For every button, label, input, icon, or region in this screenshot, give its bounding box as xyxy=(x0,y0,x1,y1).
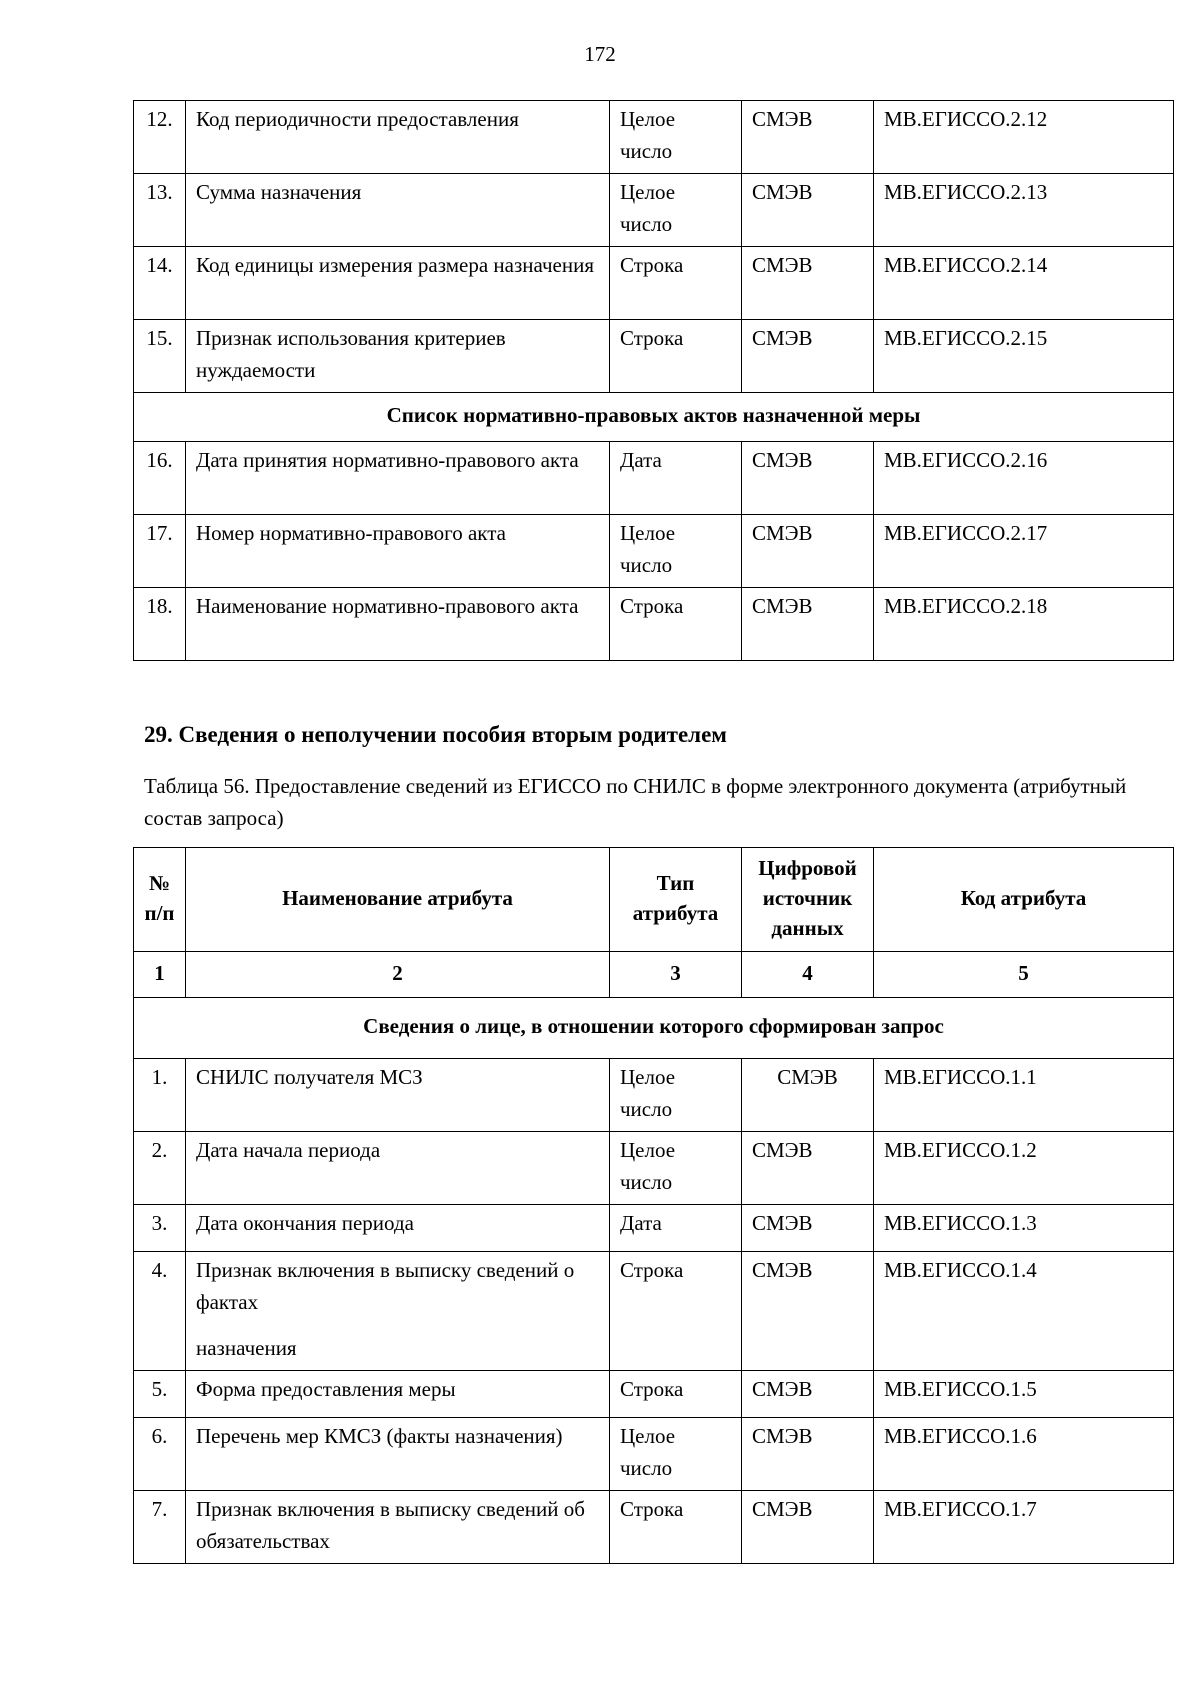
attribute-code-text: МВ.ЕГИССО.2.12 xyxy=(884,107,1048,131)
header-source: Цифровой источник данных xyxy=(742,848,874,952)
attribute-code xyxy=(874,174,1174,247)
row-number-text: 12. xyxy=(146,107,173,131)
column-number: 2 xyxy=(186,952,610,998)
attribute-name xyxy=(186,515,610,588)
data-source-text: СМЭВ xyxy=(752,521,813,545)
row-number-text: 14. xyxy=(146,253,173,277)
attribute-name xyxy=(186,1059,610,1132)
attribute-type-text: Строка xyxy=(620,326,684,350)
data-source xyxy=(742,1491,874,1564)
attribute-code-text: МВ.ЕГИССО.2.18 xyxy=(884,594,1048,618)
attribute-name-text: Наименование нормативно-правового акта xyxy=(196,594,579,618)
attribute-type xyxy=(610,101,742,174)
data-source-text: СМЭВ xyxy=(752,253,813,277)
attribute-type-text: Целое число xyxy=(620,1065,676,1121)
attribute-type xyxy=(610,1205,742,1252)
attribute-name xyxy=(186,1132,610,1205)
attribute-type xyxy=(610,1059,742,1132)
row-number-text: 5. xyxy=(151,1377,168,1401)
attribute-name-text: СНИЛС получателя МСЗ xyxy=(196,1065,423,1089)
table-caption: Таблица 56. Предоставление сведений из ЕГИССО по СНИЛС в форме электронного документа (атрибутный состав запроса) xyxy=(144,774,1127,830)
row-number xyxy=(134,174,186,247)
attribute-type-text: Строка xyxy=(620,1377,684,1401)
table-row xyxy=(134,1491,1174,1564)
table-row xyxy=(134,320,1174,393)
row-number xyxy=(134,1205,186,1252)
attribute-code-text: МВ.ЕГИССО.1.3 xyxy=(884,1211,1037,1235)
attribute-code-text: МВ.ЕГИССО.2.17 xyxy=(884,521,1048,545)
section-heading: 29. Сведения о неполучении пособия вторым родителем xyxy=(144,722,727,747)
row-number xyxy=(134,515,186,588)
attribute-name-text: Дата принятия нормативно-правового акта xyxy=(196,448,579,472)
row-number-text: 7. xyxy=(151,1497,168,1521)
attribute-name xyxy=(186,442,610,515)
table-row xyxy=(134,101,1174,174)
data-source-text: СМЭВ xyxy=(752,1497,813,1521)
attribute-name xyxy=(186,101,610,174)
attribute-name xyxy=(186,320,610,393)
attribute-name-text: Признак включения в выписку сведений об обязательствах xyxy=(196,1497,585,1553)
row-number-text: 16. xyxy=(146,448,173,472)
attribute-type-text: Целое число xyxy=(620,107,676,163)
row-number xyxy=(134,320,186,393)
data-source xyxy=(742,247,874,320)
attribute-type xyxy=(610,515,742,588)
attribute-name-text: Дата начала периода xyxy=(196,1138,381,1162)
row-number xyxy=(134,588,186,661)
attribute-code-text: МВ.ЕГИССО.2.16 xyxy=(884,448,1048,472)
attribute-code-text: МВ.ЕГИССО.2.13 xyxy=(884,180,1048,204)
column-number: 5 xyxy=(874,952,1174,998)
data-source xyxy=(742,515,874,588)
data-source xyxy=(742,442,874,515)
attribute-type xyxy=(610,588,742,661)
row-number xyxy=(134,1371,186,1418)
data-source-text: СМЭВ xyxy=(752,180,813,204)
attribute-code xyxy=(874,1252,1174,1371)
data-source xyxy=(742,1132,874,1205)
attributes-table-continued xyxy=(133,100,1174,661)
row-number xyxy=(134,442,186,515)
row-number xyxy=(134,1491,186,1564)
data-source-text: СМЭВ xyxy=(752,1211,813,1235)
row-number xyxy=(134,1252,186,1371)
table-row xyxy=(134,174,1174,247)
attribute-code-text: МВ.ЕГИССО.2.14 xyxy=(884,253,1048,277)
attribute-code xyxy=(874,1205,1174,1252)
attribute-name-text: Перечень мер КМСЗ (факты назначения) xyxy=(196,1424,563,1448)
attribute-name-text: Форма предоставления меры xyxy=(196,1377,456,1401)
data-source xyxy=(742,1059,874,1132)
attribute-code-text: МВ.ЕГИССО.1.2 xyxy=(884,1138,1037,1162)
data-source-text: СМЭВ xyxy=(752,1258,813,1282)
data-source-text: СМЭВ xyxy=(752,448,813,472)
table-row xyxy=(134,515,1174,588)
row-number-text: 2. xyxy=(151,1138,168,1162)
attribute-type xyxy=(610,1371,742,1418)
data-source-text: СМЭВ xyxy=(752,107,813,131)
attribute-type-text: Строка xyxy=(620,253,684,277)
row-number-text: 4. xyxy=(151,1258,168,1282)
column-number: 4 xyxy=(742,952,874,998)
data-source xyxy=(742,101,874,174)
attribute-code-text: МВ.ЕГИССО.2.15 xyxy=(884,326,1048,350)
page-number: 172 xyxy=(584,42,616,66)
row-number-text: 13. xyxy=(146,180,173,204)
attribute-name-text: Код единицы измерения размера назначения xyxy=(196,253,594,277)
table-row xyxy=(134,247,1174,320)
attribute-name-text: Код периодичности предоставления xyxy=(196,107,519,131)
attribute-type xyxy=(610,442,742,515)
attribute-name-text: Сумма назначения xyxy=(196,180,362,204)
attribute-code xyxy=(874,247,1174,320)
attribute-name-text: Дата окончания периода xyxy=(196,1211,414,1235)
attribute-type-text: Строка xyxy=(620,1258,684,1282)
data-source-text: СМЭВ xyxy=(752,1377,813,1401)
row-number-text: 3. xyxy=(151,1211,168,1235)
attribute-name-continued: назначения xyxy=(196,1336,297,1360)
attribute-name xyxy=(186,1418,610,1491)
attribute-type-text: Строка xyxy=(620,594,684,618)
attribute-code xyxy=(874,588,1174,661)
attribute-type-text: Целое число xyxy=(620,1138,676,1194)
data-source-text: СМЭВ xyxy=(752,326,813,350)
table-row xyxy=(134,1371,1174,1418)
table-row xyxy=(134,588,1174,661)
attribute-name-text: Признак включения в выписку сведений о фактах xyxy=(196,1258,575,1314)
attribute-code-text: МВ.ЕГИССО.1.7 xyxy=(884,1497,1037,1521)
section-title: Список нормативно-правовых актов назначенной меры xyxy=(134,393,1174,442)
header-code: Код атрибута xyxy=(874,848,1174,952)
attribute-code xyxy=(874,1059,1174,1132)
attribute-type-text: Дата xyxy=(620,448,662,472)
row-number-text: 6. xyxy=(151,1424,168,1448)
attribute-code xyxy=(874,101,1174,174)
attribute-code xyxy=(874,320,1174,393)
row-number-text: 17. xyxy=(146,521,173,545)
attribute-name xyxy=(186,1371,610,1418)
attribute-name xyxy=(186,174,610,247)
data-source-text: СМЭВ xyxy=(752,1138,813,1162)
table-row xyxy=(134,1418,1174,1491)
table-row xyxy=(134,1205,1174,1252)
data-source-text: СМЭВ xyxy=(777,1065,838,1089)
attribute-name-text: Признак использования критериев нуждаемости xyxy=(196,326,506,382)
data-source-text: СМЭВ xyxy=(752,1424,813,1448)
header-row xyxy=(134,848,1174,952)
row-number xyxy=(134,101,186,174)
row-number xyxy=(134,1418,186,1491)
attribute-type-text: Целое число xyxy=(620,1424,676,1480)
attribute-type xyxy=(610,320,742,393)
row-number-text: 18. xyxy=(146,594,173,618)
row-number-text: 1. xyxy=(151,1065,168,1089)
column-number-row xyxy=(134,952,1174,998)
header-type: Тип атрибута xyxy=(610,848,742,952)
attribute-code xyxy=(874,1491,1174,1564)
attribute-name xyxy=(186,1205,610,1252)
table-row xyxy=(134,1252,1174,1371)
row-number-text: 15. xyxy=(146,326,173,350)
section-row xyxy=(134,998,1174,1059)
data-source xyxy=(742,1205,874,1252)
table-row xyxy=(134,1132,1174,1205)
attribute-code xyxy=(874,1418,1174,1491)
attribute-code xyxy=(874,1132,1174,1205)
data-source xyxy=(742,174,874,247)
attribute-type-text: Дата xyxy=(620,1211,662,1235)
attribute-name xyxy=(186,588,610,661)
attribute-type xyxy=(610,1418,742,1491)
attribute-type xyxy=(610,174,742,247)
header-name: Наименование атрибута xyxy=(186,848,610,952)
attribute-type-text: Целое число xyxy=(620,180,676,236)
attribute-type xyxy=(610,1491,742,1564)
attribute-name xyxy=(186,247,610,320)
attribute-code xyxy=(874,442,1174,515)
attribute-code-text: МВ.ЕГИССО.1.1 xyxy=(884,1065,1037,1089)
row-number xyxy=(134,247,186,320)
table-row xyxy=(134,442,1174,515)
data-source xyxy=(742,320,874,393)
attribute-code xyxy=(874,515,1174,588)
column-number: 3 xyxy=(610,952,742,998)
column-number: 1 xyxy=(134,952,186,998)
section-row xyxy=(134,393,1174,442)
attribute-code-text: МВ.ЕГИССО.1.6 xyxy=(884,1424,1037,1448)
row-number xyxy=(134,1132,186,1205)
data-source xyxy=(742,1252,874,1371)
data-source-text: СМЭВ xyxy=(752,594,813,618)
attribute-name-text: Номер нормативно-правового акта xyxy=(196,521,506,545)
section-title: Сведения о лице, в отношении которого сформирован запрос xyxy=(134,998,1174,1059)
attribute-type-text: Строка xyxy=(620,1497,684,1521)
attribute-name xyxy=(186,1491,610,1564)
row-number xyxy=(134,1059,186,1132)
attribute-code-text: МВ.ЕГИССО.1.5 xyxy=(884,1377,1037,1401)
attribute-type xyxy=(610,247,742,320)
data-source xyxy=(742,1418,874,1491)
attribute-name xyxy=(186,1252,610,1371)
data-source xyxy=(742,1371,874,1418)
header-num: № п/п xyxy=(134,848,186,952)
attribute-code-text: МВ.ЕГИССО.1.4 xyxy=(884,1258,1037,1282)
attribute-type xyxy=(610,1252,742,1371)
attribute-type xyxy=(610,1132,742,1205)
attribute-code xyxy=(874,1371,1174,1418)
data-source xyxy=(742,588,874,661)
attributes-table xyxy=(133,847,1174,1564)
attribute-type-text: Целое число xyxy=(620,521,676,577)
table-row xyxy=(134,1059,1174,1132)
